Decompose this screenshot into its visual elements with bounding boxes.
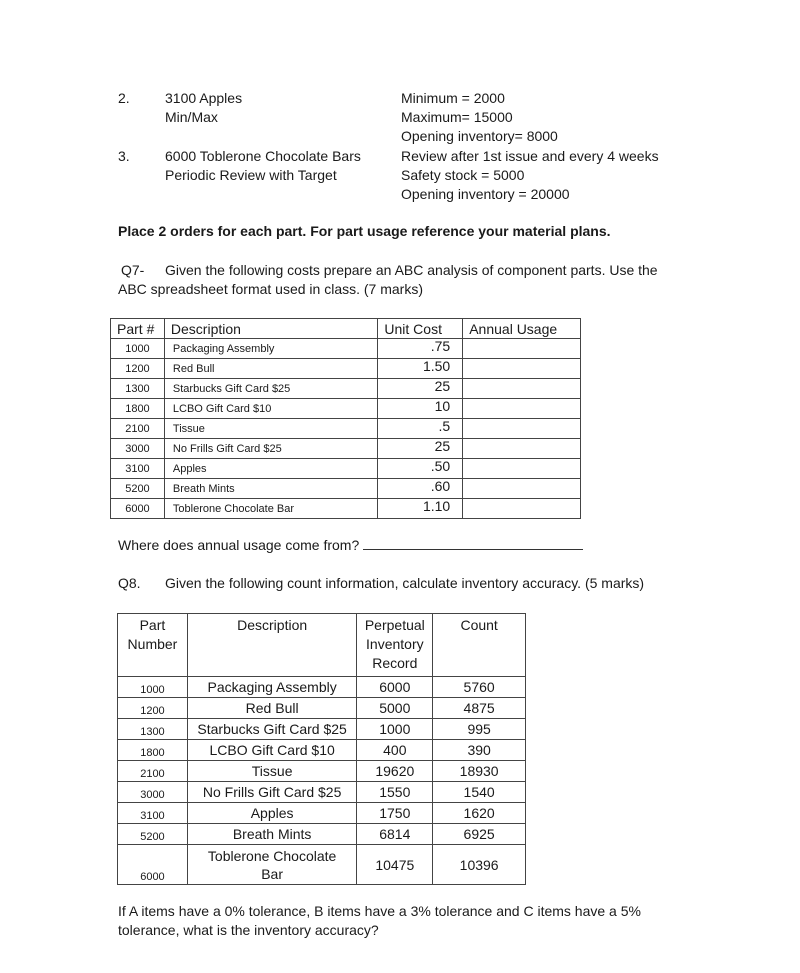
perpetual-record-cell: 5000 <box>357 698 433 719</box>
header-annual-usage: Annual Usage <box>463 319 581 339</box>
count-cell: 1540 <box>433 782 526 803</box>
part-number-cell: 6000 <box>118 845 188 885</box>
description-cell: Breath Mints <box>164 479 377 499</box>
description-cell: LCBO Gift Card $10 <box>164 399 377 419</box>
abc-row <box>111 459 581 479</box>
part-number-cell: 1300 <box>111 379 165 399</box>
perpetual-record-cell: 1000 <box>357 719 433 740</box>
count-row <box>118 803 526 824</box>
unit-cost-cell: .60 <box>378 479 463 499</box>
item-2-method: Min/Max <box>165 109 218 125</box>
perpetual-record-cell: 6814 <box>357 824 433 845</box>
header-unit-cost: Unit Cost <box>378 319 463 339</box>
header-part-number: Part # <box>111 319 165 339</box>
abc-row <box>111 339 581 359</box>
count-row <box>118 845 526 885</box>
annual-usage-cell[interactable] <box>463 399 581 419</box>
perpetual-record-cell: 1750 <box>357 803 433 824</box>
annual-usage-cell[interactable] <box>463 459 581 479</box>
tolerance-text-line2: tolerance, what is the inventory accuracy? <box>118 922 379 938</box>
count-table <box>117 613 526 885</box>
perpetual-record-cell: 400 <box>357 740 433 761</box>
unit-cost-cell: 1.10 <box>378 499 463 519</box>
count-cell: 10396 <box>433 845 526 885</box>
part-number-cell: 1000 <box>118 677 188 698</box>
header-count: Count <box>433 614 526 677</box>
part-number-cell: 1000 <box>111 339 165 359</box>
abc-table <box>110 318 581 519</box>
item-3-review: Review after 1st issue and every 4 weeks <box>401 148 659 164</box>
unit-cost-cell: 1.50 <box>378 359 463 379</box>
annual-usage-question: Where does annual usage come from? <box>118 535 583 555</box>
header-perpetual-inventory-record: Perpetual Inventory Record <box>357 614 433 677</box>
annual-usage-cell[interactable] <box>463 339 581 359</box>
count-row <box>118 719 526 740</box>
part-number-cell: 3100 <box>111 459 165 479</box>
count-cell: 390 <box>433 740 526 761</box>
item-3-opening-inventory: Opening inventory = 20000 <box>401 186 570 202</box>
count-cell: 18930 <box>433 761 526 782</box>
count-row <box>118 761 526 782</box>
count-cell: 995 <box>433 719 526 740</box>
q7-text-line1: Given the following costs prepare an ABC analysis of component parts. Use the <box>165 262 658 278</box>
description-cell: Starbucks Gift Card $25 <box>164 379 377 399</box>
item-3-name: 6000 Toblerone Chocolate Bars <box>165 148 361 164</box>
abc-header-row <box>111 319 581 339</box>
description-cell: Red Bull <box>187 698 356 719</box>
description-cell: Apples <box>164 459 377 479</box>
part-number-cell: 6000 <box>111 499 165 519</box>
annual-usage-cell[interactable] <box>463 379 581 399</box>
part-number-cell: 1800 <box>118 740 188 761</box>
unit-cost-cell: 10 <box>378 399 463 419</box>
part-number-cell: 2100 <box>118 761 188 782</box>
unit-cost-cell: .5 <box>378 419 463 439</box>
q7-label: Q7- <box>121 262 145 278</box>
item-2-minimum: Minimum = 2000 <box>401 90 505 106</box>
item-2-maximum: Maximum= 15000 <box>401 109 513 125</box>
description-cell: No Frills Gift Card $25 <box>187 782 356 803</box>
perpetual-record-cell: 10475 <box>357 845 433 885</box>
q8-label: Q8. <box>118 575 141 591</box>
abc-row <box>111 399 581 419</box>
unit-cost-cell: 25 <box>378 439 463 459</box>
description-cell: No Frills Gift Card $25 <box>164 439 377 459</box>
annual-usage-cell[interactable] <box>463 479 581 499</box>
abc-row <box>111 359 581 379</box>
description-cell: Toblerone Chocolate Bar <box>164 499 377 519</box>
tolerance-text-line1: If A items have a 0% tolerance, B items have a 3% tolerance and C items have a 5% <box>118 903 641 919</box>
description-cell: Packaging Assembly <box>187 677 356 698</box>
annual-usage-cell[interactable] <box>463 439 581 459</box>
count-row <box>118 698 526 719</box>
abc-row <box>111 439 581 459</box>
description-cell: LCBO Gift Card $10 <box>187 740 356 761</box>
item-3-method: Periodic Review with Target <box>165 167 337 183</box>
part-number-cell: 5200 <box>111 479 165 499</box>
part-number-cell: 1200 <box>118 698 188 719</box>
item-2-name: 3100 Apples <box>165 90 243 106</box>
unit-cost-cell: .75 <box>378 339 463 359</box>
unit-cost-cell: .50 <box>378 459 463 479</box>
part-number-cell: 1200 <box>111 359 165 379</box>
annual-usage-cell[interactable] <box>463 359 581 379</box>
part-number-cell: 3000 <box>111 439 165 459</box>
description-cell: Red Bull <box>164 359 377 379</box>
part-number-cell: 3100 <box>118 803 188 824</box>
count-cell: 4875 <box>433 698 526 719</box>
perpetual-record-cell: 1550 <box>357 782 433 803</box>
item-2-opening-inventory: Opening inventory= 8000 <box>401 128 558 144</box>
count-cell: 6925 <box>433 824 526 845</box>
part-number-cell: 3000 <box>118 782 188 803</box>
description-cell: Tissue <box>187 761 356 782</box>
description-cell: Breath Mints <box>187 824 356 845</box>
abc-row <box>111 379 581 399</box>
header-part-number: Part Number <box>118 614 188 677</box>
item-3-number: 3. <box>118 148 130 164</box>
description-cell: Tissue <box>164 419 377 439</box>
q7-text-line2: ABC spreadsheet format used in class. (7 marks) <box>118 281 424 297</box>
description-cell: Toblerone Chocolate Bar <box>187 845 356 885</box>
count-row <box>118 677 526 698</box>
part-number-cell: 1800 <box>111 399 165 419</box>
unit-cost-cell: 25 <box>378 379 463 399</box>
count-cell: 1620 <box>433 803 526 824</box>
description-cell: Starbucks Gift Card $25 <box>187 719 356 740</box>
part-number-cell: 2100 <box>111 419 165 439</box>
abc-row <box>111 419 581 439</box>
item-3-safety-stock: Safety stock = 5000 <box>401 167 525 183</box>
abc-row <box>111 479 581 499</box>
header-description: Description <box>164 319 377 339</box>
annual-usage-cell[interactable] <box>463 419 581 439</box>
annual-usage-cell[interactable] <box>463 499 581 519</box>
count-row <box>118 824 526 845</box>
count-row <box>118 782 526 803</box>
part-number-cell: 1300 <box>118 719 188 740</box>
abc-row <box>111 499 581 519</box>
perpetual-record-cell: 6000 <box>357 677 433 698</box>
count-row <box>118 740 526 761</box>
header-description: Description <box>187 614 356 677</box>
count-header-row <box>118 614 526 677</box>
instruction-text: Place 2 orders for each part. For part usage reference your material plans. <box>118 223 611 239</box>
answer-blank[interactable] <box>363 535 583 550</box>
description-cell: Packaging Assembly <box>164 339 377 359</box>
perpetual-record-cell: 19620 <box>357 761 433 782</box>
description-cell: Apples <box>187 803 356 824</box>
item-2-number: 2. <box>118 90 130 106</box>
part-number-cell: 5200 <box>118 824 188 845</box>
q8-text: Given the following count information, calculate inventory accuracy. (5 marks) <box>165 575 645 591</box>
count-cell: 5760 <box>433 677 526 698</box>
